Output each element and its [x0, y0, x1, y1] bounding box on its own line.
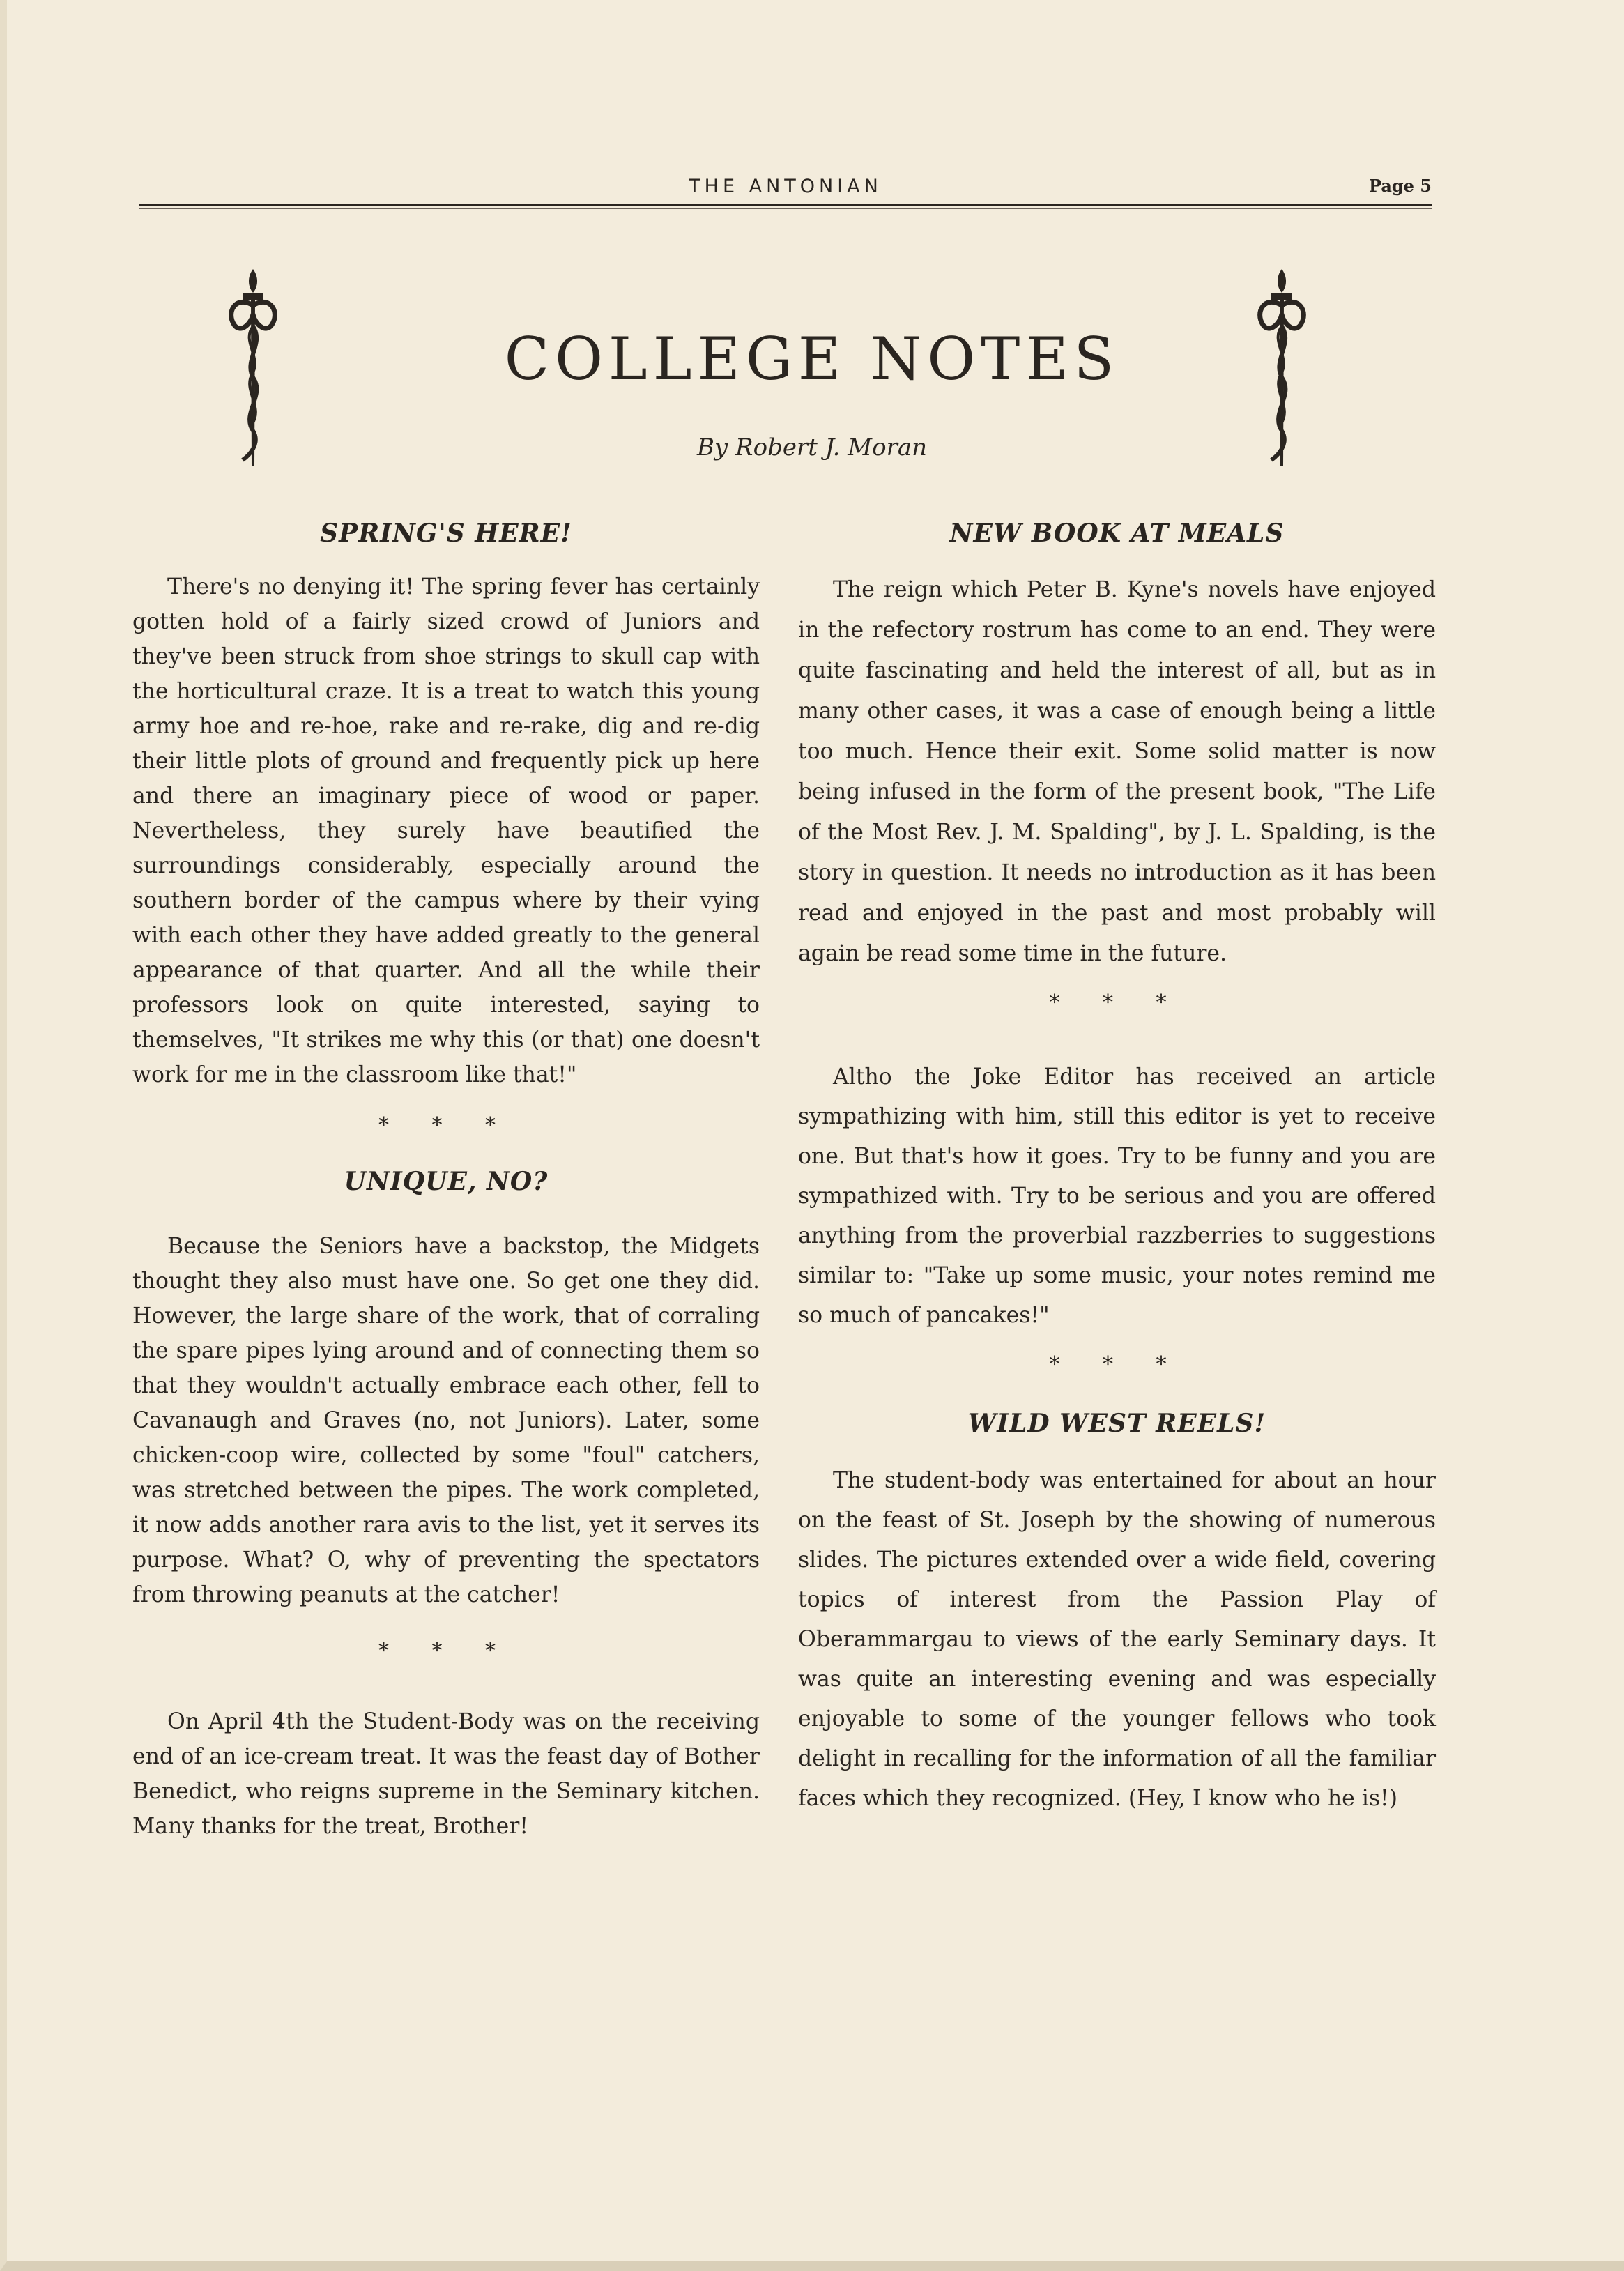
section-heading: WILD WEST REELS!: [967, 1409, 1266, 1438]
left-column: [132, 512, 760, 1844]
torch-ornament-icon: [222, 263, 284, 473]
page-title: COLLEGE NOTES: [504, 325, 1120, 393]
article-body: Because the Seniors have a backstop, the Midgets thought they also must have one. So get one they did. However, the large share of the work, that of corraling the spare pipes lying around and of connecting them so that they wouldn't actually embrace each other, fell to Cavanaugh and Graves (no, not Juniors). Later, some chicken-coop wire, collected by some "foul" catchers, was stretched between the pipes. The work completed, it now adds another rara avis to the list, yet it serves its purpose. What? O, why of preventing the spectators from throwing peanuts at the catcher!: [132, 1234, 760, 1607]
article-body: The student-body was entertained for about an hour on the feast of St. Joseph by the showing of numerous slides. The pictures extended over a wide field, covering topics of interest from the Passion Play of Oberammargau to views of the early Seminary days. It was quite an interesting evening and was especially enjoyable to some of the younger fellows who took delight in recalling for the information of all the familiar faces which they recognized. (Hey, I know who he is!): [798, 1468, 1436, 1811]
separator: * * *: [378, 1639, 514, 1663]
running-head: [139, 176, 1432, 201]
publication-name: THE ANTONIAN: [689, 176, 882, 197]
separator: * * *: [1049, 1352, 1185, 1377]
article-body: The reign which Peter B. Kyne's novels have enjoyed in the refectory rostrum has come to an end. They were quite fascinating and held the interest of all, but as in many other cases, it was a case of enough being a little too much. Hence their exit. Some solid matter is now being infused in the form of the present book, "The Life of the Most Rev. J. M. Spalding", by J. L. Spalding, is the story in question. It needs no introduction as it has been read and enjoyed in the past and most probably will again be read some time in the future.: [798, 577, 1436, 966]
right-column: [798, 512, 1436, 1819]
section-heading: NEW BOOK AT MEALS: [949, 519, 1285, 548]
article-body: On April 4th the Student-Body was on the receiving end of an ice-cream treat. It was the feast day of Bother Benedict, who reigns supreme in the Seminary kitchen. Many thanks for the treat, Brother!: [132, 1709, 760, 1839]
byline: By Robert J. Moran: [697, 434, 927, 461]
section-heading: SPRING'S HERE!: [320, 519, 572, 548]
article-body: Altho the Joke Editor has received an article sympathizing with him, still this editor is yet to receive one. But that's how it goes. Try to be funny and you are sympathized with. Try to be serious and you are offered anything from the proverbial razzberries to suggestions similar to: "Take up some music, your notes remind me so much of pancakes!": [798, 1064, 1436, 1328]
section-heading: UNIQUE, NO?: [344, 1167, 549, 1196]
separator: * * *: [1049, 991, 1185, 1015]
separator: * * *: [378, 1113, 514, 1138]
page-number: Page 5: [1368, 176, 1432, 196]
header-rule-thin: [139, 208, 1432, 209]
header-rule: [139, 204, 1432, 206]
article-body: There's no denying it! The spring fever has certainly gotten hold of a fairly sized crowd of Juniors and they've been struck from shoe strings to skull cap with the horticultural craze. It is a treat to watch this young army hoe and re-hoe, rake and re-rake, dig and re-dig their little plots of ground and frequently pick up here and there an imaginary piece of wood or paper. Nevertheless, they surely have beautified the surroundings considerably, especially around the southern border of the campus where by their vying with each other they have added greatly to the general appearance of that quarter. And all the while their professors look on quite interested, saying to themselves, "It strikes me why this (or that) one doesn't work for me in the classroom like that!": [132, 574, 760, 1087]
